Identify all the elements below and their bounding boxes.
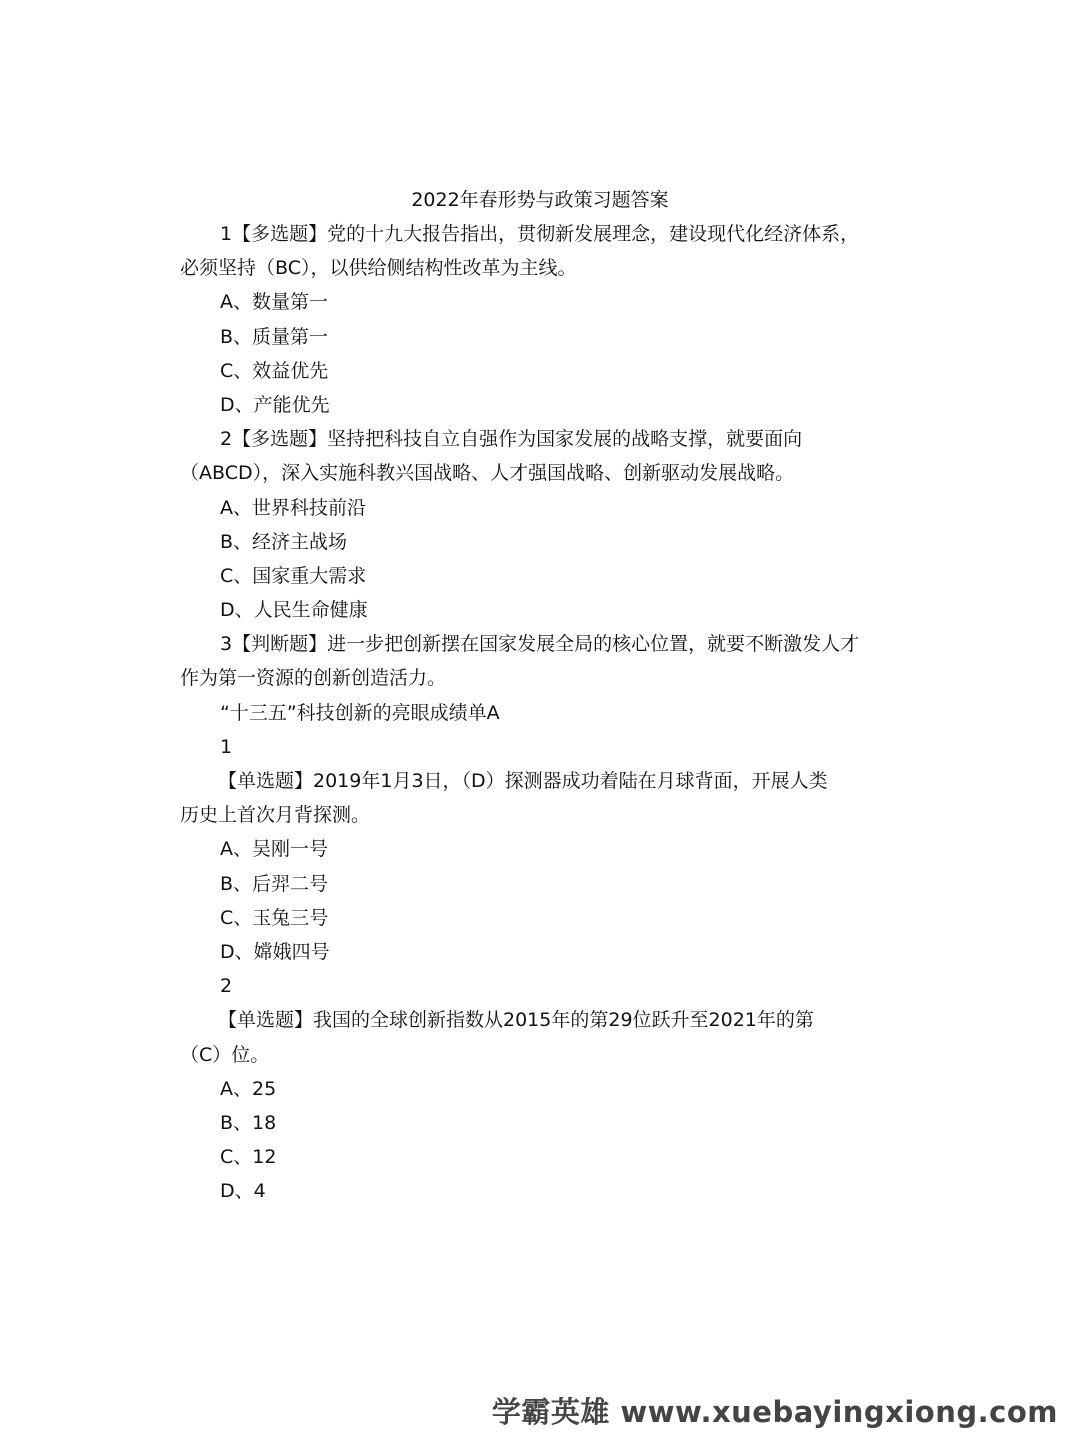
question-2-option-d: D、人民生命健康: [220, 599, 368, 622]
question-1-line-2: 必须坚持（BC），以供给侧结构性改革为主线。: [180, 257, 577, 280]
section-question-2-option-d: D、4: [220, 1180, 266, 1203]
question-1-option-c: C、效益优先: [220, 359, 329, 382]
section-question-number-1: 1: [220, 735, 233, 758]
question-1-line-1: 1【多选题】党的十九大报告指出，贯彻新发展理念，建设现代化经济体系，: [220, 223, 860, 245]
section-question-1-option-a: A、吴刚一号: [220, 838, 328, 861]
section-question-1-line-2: 历史上首次月背探测。: [180, 804, 371, 827]
section-question-1-option-d: D、嫦娥四号: [220, 940, 330, 963]
section-question-1-line-1: 【单选题】2019年1月3日，（D）探测器成功着陆在月球背面，开展人类: [218, 770, 828, 792]
question-1-option-d: D、产能优先: [220, 393, 330, 416]
document-title: 2022年春形势与政策习题答案: [411, 189, 669, 211]
section-question-2-option-a: A、25: [220, 1077, 277, 1100]
question-2-option-a: A、世界科技前沿: [220, 496, 366, 519]
section-question-number-2: 2: [220, 975, 233, 998]
section-question-1-option-c: C、玉兔三号: [220, 906, 329, 929]
question-1-option-b: B、质量第一: [220, 325, 329, 348]
section-question-2-option-b: B、18: [220, 1111, 277, 1134]
question-1-option-a: A、数量第一: [220, 291, 328, 314]
question-2-option-b: B、经济主战场: [220, 530, 348, 553]
question-2-line-1: 2【多选题】坚持把科技自立自强作为国家发展的战略支撑，就要面向: [220, 428, 803, 451]
section-question-2-option-c: C、12: [220, 1146, 277, 1169]
section-question-2-line-2: （C）位。: [180, 1043, 270, 1066]
question-3-line-1: 3【判断题】进一步把创新摆在国家发展全局的核心位置，就要不断激发人才: [220, 633, 860, 656]
section-heading: “十三五”科技创新的亮眼成绩单A: [220, 701, 500, 724]
question-3-line-2: 作为第一资源的创新创造活力。: [180, 667, 447, 690]
section-question-2-line-1: 【单选题】我国的全球创新指数从2015年的第29位跃升至2021年的第: [218, 1009, 814, 1032]
site-watermark: 学霸英雄 www.xuebayingxiong.com: [491, 1395, 1058, 1429]
question-2-line-2: （ABCD），深入实施科教兴国战略、人才强国战略、创新驱动发展战略。: [180, 462, 795, 485]
question-2-option-c: C、国家重大需求: [220, 564, 367, 587]
section-question-1-option-b: B、后羿二号: [220, 872, 329, 895]
document-body: [180, 217, 900, 1208]
